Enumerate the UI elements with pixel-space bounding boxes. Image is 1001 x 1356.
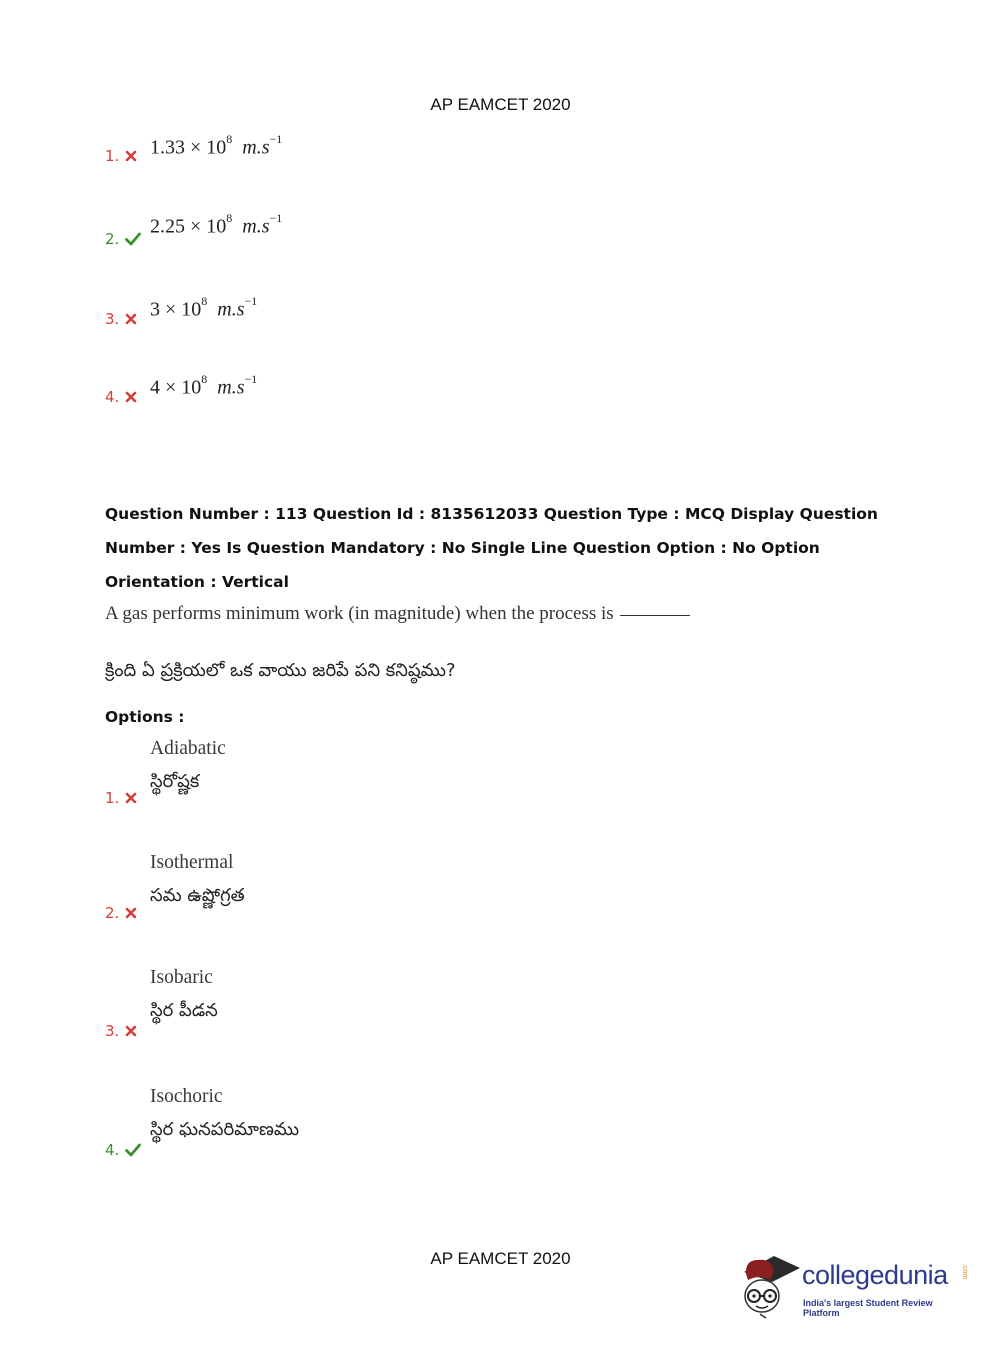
options-label: Options : — [105, 708, 185, 726]
cross-icon — [125, 792, 137, 804]
question-text-english — [105, 603, 690, 625]
check-icon — [125, 1143, 141, 1157]
page-header: AP EAMCET 2020 — [430, 95, 571, 114]
prev-option-1-number: 1. — [105, 147, 137, 165]
cross-icon — [125, 313, 137, 325]
question-meta-line-2: Number : Yes Is Question Mandatory : No Single Line Question Option : No Option — [105, 539, 820, 557]
check-icon — [125, 232, 141, 246]
option-2-telugu: సమ ఉష్ణోగ్రత — [150, 885, 245, 906]
prev-option-4-value: $4 \times 10^8$ $m.s^{-1}$ — [150, 372, 258, 399]
cross-icon — [125, 1025, 137, 1037]
question-meta-line-1: Question Number : 113 Question Id : 8135612033 Question Type : MCQ Display Question — [105, 505, 878, 523]
cross-icon — [125, 150, 137, 162]
question-meta-line-3: Orientation : Vertical — [105, 573, 289, 591]
option-2-english: Isothermal — [150, 852, 234, 873]
option-1-number: 1. — [105, 789, 137, 807]
cross-icon — [125, 391, 137, 403]
question-text-english-value: A gas performs minimum work (in magnitude) when the process is — [105, 603, 614, 624]
question-meta — [105, 497, 905, 599]
prev-option-3-value: $3 \times 10^8$ $m.s^{-1}$ — [150, 294, 258, 321]
option-4-telugu: స్థిర ఘనపరిమాణము — [150, 1119, 300, 1140]
option-2-number: 2. — [105, 904, 137, 922]
cross-icon — [125, 907, 137, 919]
prev-option-4-number: 4. — [105, 388, 137, 406]
page-footer: AP EAMCET 2020 — [430, 1249, 571, 1268]
logo-suffix: .com — [961, 1264, 968, 1280]
logo-wordmark: collegedunia — [802, 1260, 948, 1290]
prev-option-2-value: $2.25 \times 10^8$ $m.s^{-1}$ — [150, 211, 283, 238]
answer-blank — [620, 615, 690, 616]
option-3-english: Isobaric — [150, 967, 213, 988]
logo-tagline: India's largest Student Review Platform — [803, 1298, 933, 1318]
option-4-number: 4. — [105, 1141, 141, 1159]
option-1-telugu: స్థిరోష్ణక — [150, 771, 200, 792]
prev-option-3-number: 3. — [105, 310, 137, 328]
prev-option-2-number: 2. — [105, 230, 141, 248]
option-1-english: Adiabatic — [150, 738, 226, 759]
mascot-icon — [740, 1250, 802, 1320]
prev-option-1-value: $1.33 \times 10^8$ $m.s^{-1}$ — [150, 132, 283, 159]
question-text-telugu: క్రింది ఏ ప్రక్రియలో ఒక వాయు జరిపే పని కనిష్ఠము? — [105, 660, 456, 681]
option-3-number: 3. — [105, 1022, 137, 1040]
collegedunia-logo — [740, 1250, 970, 1320]
option-4-english: Isochoric — [150, 1086, 223, 1107]
option-3-telugu: స్థిర పీడన — [150, 1000, 218, 1021]
